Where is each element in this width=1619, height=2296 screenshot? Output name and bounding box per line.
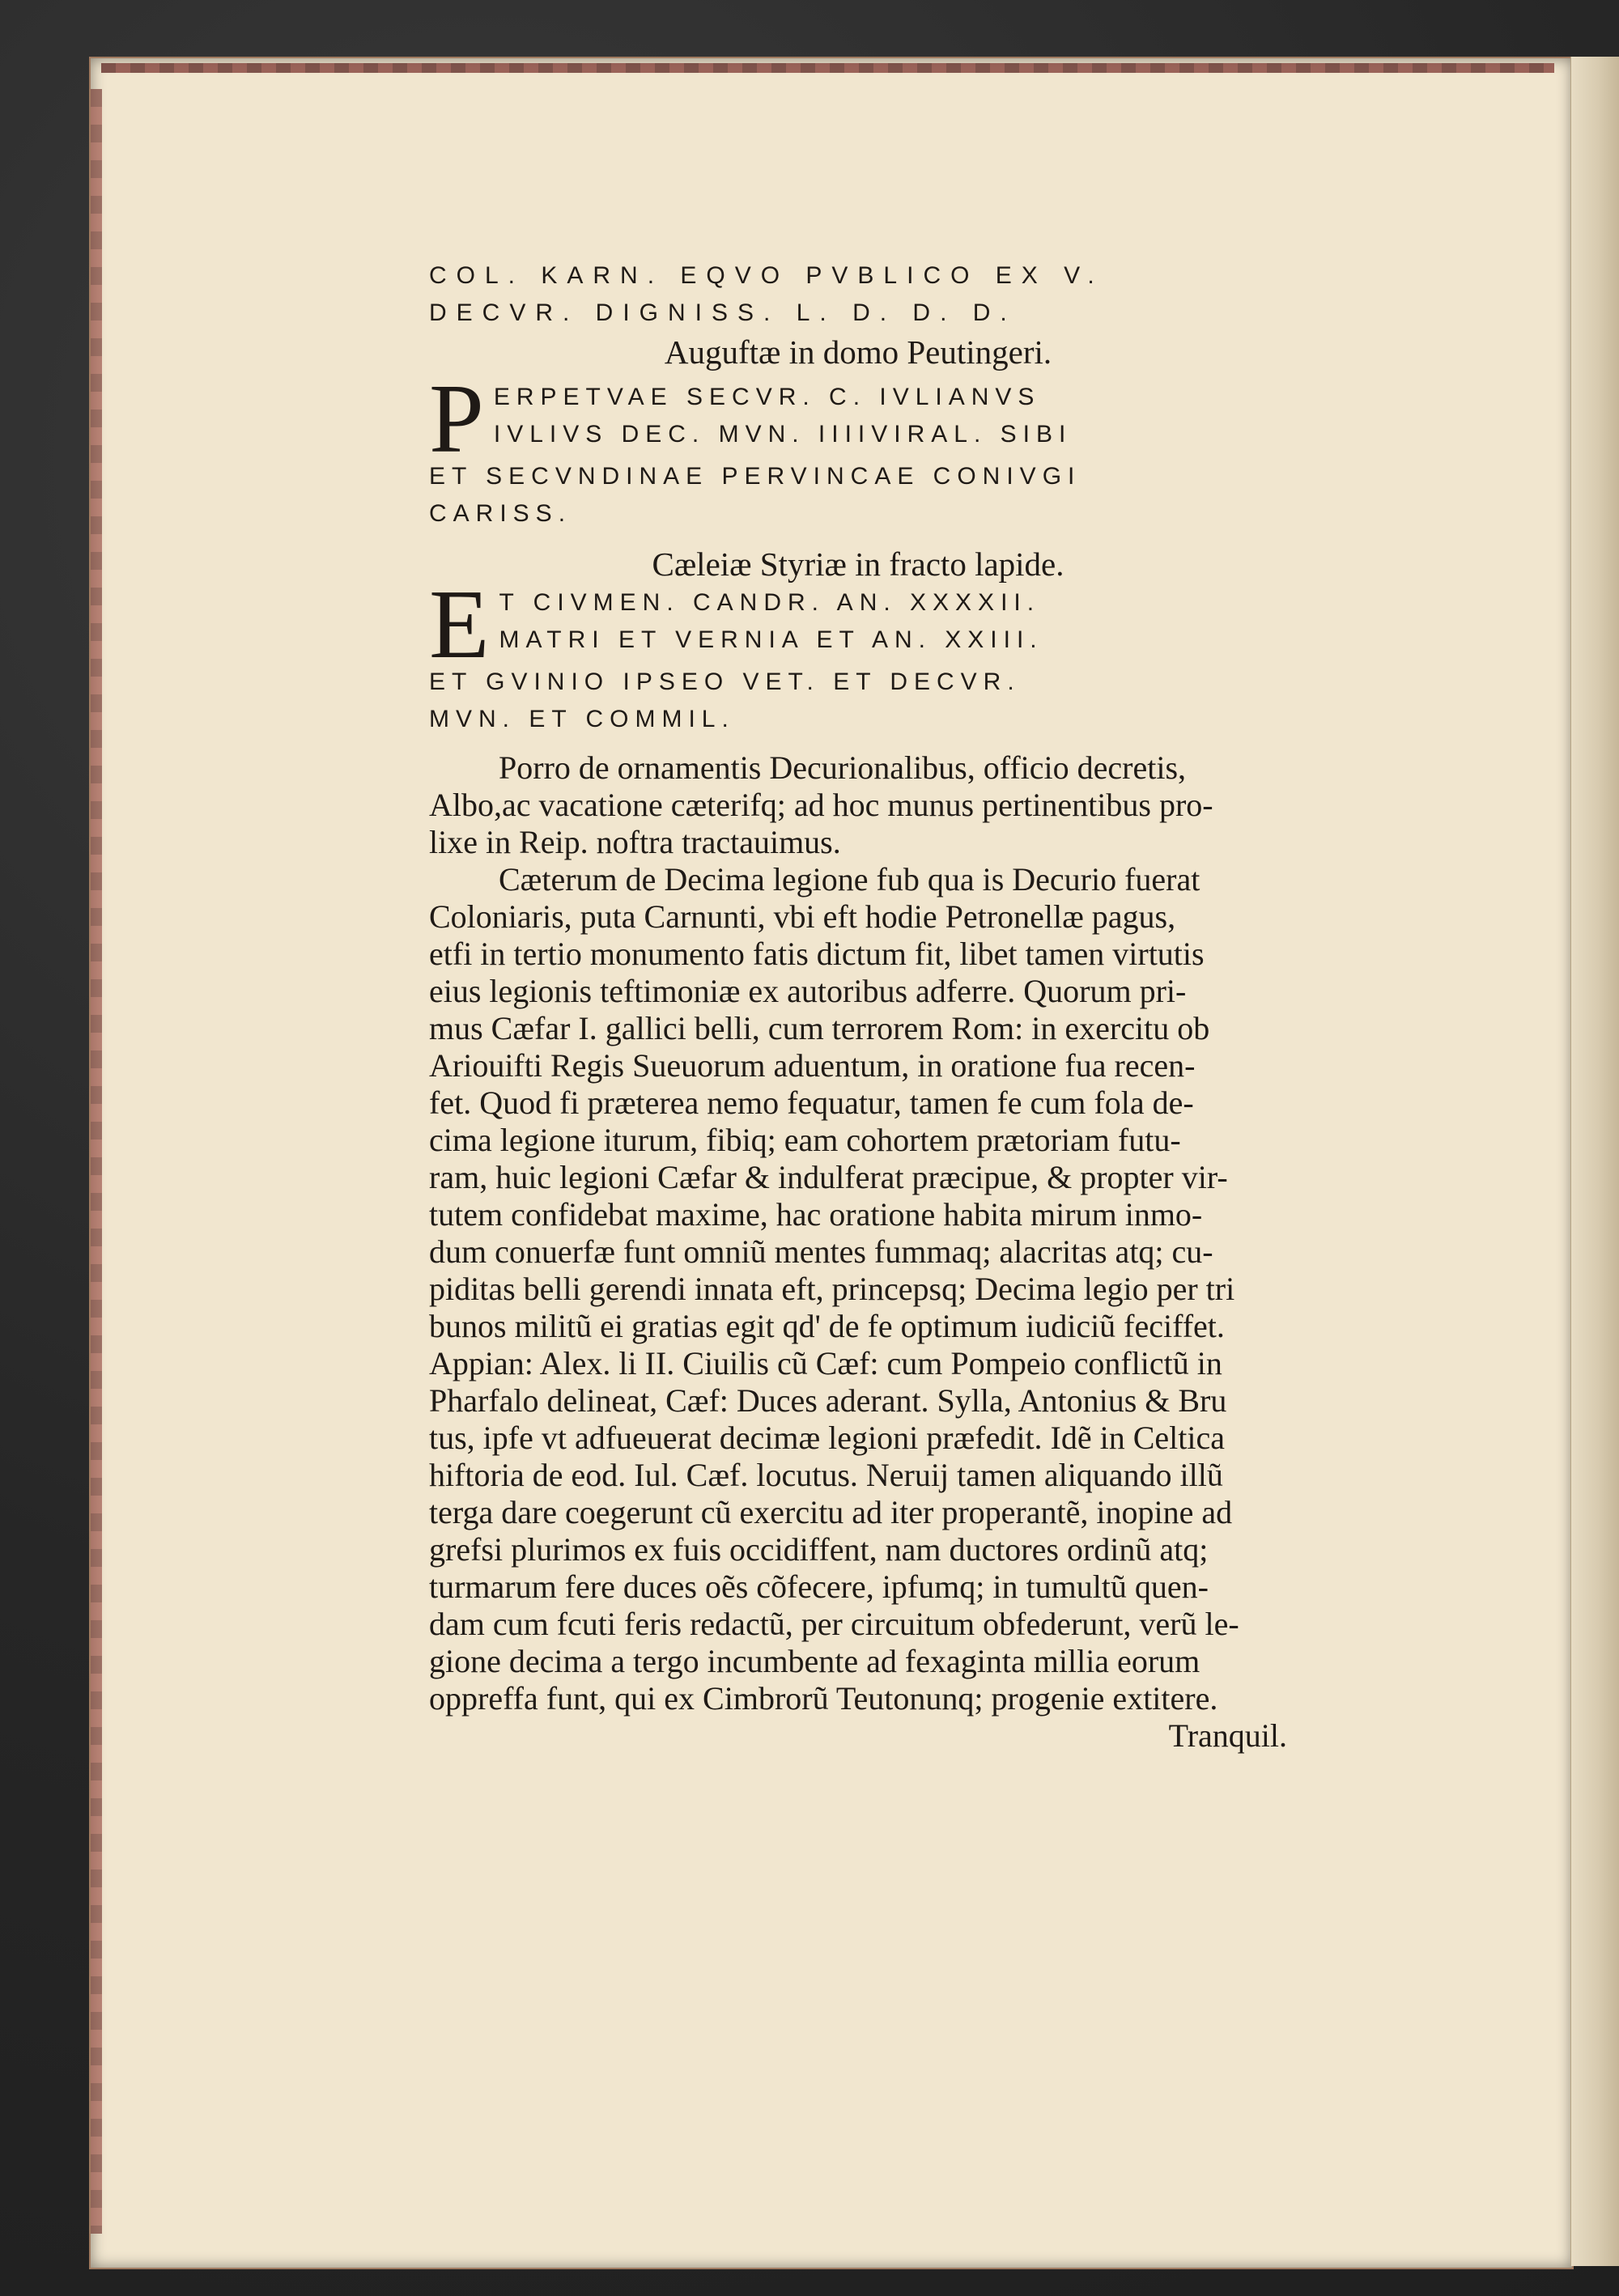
inscription-3-dropcap-row — [429, 570, 1287, 679]
paragraph-2-line-13: bunos militũ ei gratias egit qd' de fe optimum iudiciũ feciffet. — [429, 1308, 1225, 1344]
paragraph-2-line-3: etfi in tertio monumento fatis dictum fit, libet tamen virtutis — [429, 936, 1205, 972]
paragraph-2-line-23: oppreffa funt, qui ex Cimbrorũ Teutonunq; progenie extitere. — [429, 1680, 1218, 1717]
catchword: Tranquil. — [1168, 1717, 1287, 1754]
inscription-1-location: Auguftæ in domo Peutingeri. — [664, 333, 1052, 371]
paragraph-2-line-21: dam cum fcuti feris redactũ, per circuitum obfederunt, verũ le- — [429, 1606, 1239, 1642]
paragraph-2-line-22: gione decima a tergo incumbente ad fexaginta millia eorum — [429, 1643, 1200, 1679]
paragraph-2-line-17: hiftoria de eod. Iul. Cæf. locutus. Neruij tamen aliquando illũ — [429, 1457, 1223, 1493]
paragraph-2-line-16: tus, ipfe vt adfueuerat decimæ legioni præfedit. Idẽ in Celtica — [429, 1420, 1226, 1456]
paragraph-2-line-1: Cæterum de Decima legione fub qua is Decurio fuerat — [499, 861, 1200, 898]
inscription-3-line-3: ET GVINIO IPSEO VET. ET DECVR. — [429, 668, 1021, 695]
paragraph-2-line-10: tutem confidebat maxime, hac oratione habita mirum inmo- — [429, 1196, 1203, 1233]
inscription-2-line-2: IVLIVS DEC. MVN. IIIIVIRAL. SIBI — [493, 421, 1073, 448]
paragraph-2-line-4: eius legionis teftimoniæ ex autoribus adferre. Quorum pri- — [429, 973, 1187, 1009]
prose-body — [429, 749, 1287, 1755]
dropcap-p: P — [429, 364, 484, 473]
inscription-1-line-2: DECVR. DIGNISS. L. D. D. D. — [429, 299, 1017, 326]
paragraph-2-line-2: Coloniaris, puta Carnunti, vbi eft hodie Petronellæ pagus, — [429, 898, 1176, 935]
paragraph-2-line-15: Pharfalo delineat, Cæf: Duces aderant. Sylla, Antonius & Bru — [429, 1382, 1227, 1419]
paragraph-2-line-6: Ariouifti Regis Sueuorum aduentum, in oratione fua recen- — [429, 1047, 1196, 1084]
paragraph-2-line-12: piditas belli gerendi innata eft, princepsq; Decima legio per tri — [429, 1271, 1235, 1307]
inscription-2-line-1: ERPETVAE SECVR. C. IVLIANVS — [493, 384, 1041, 410]
paragraph-2-line-14: Appian: Alex. li II. Ciuilis cũ Cæf: cum Pompeio conflictũ in — [429, 1345, 1222, 1381]
inscription-2-first-lines — [494, 379, 1072, 453]
paragraph-1-line-2: Albo,ac vacatione cæterifq; ad hoc munus pertinentibus pro- — [429, 787, 1213, 823]
inscription-1-line-1: COL. KARN. EQVO PVBLICO EX V. — [429, 262, 1104, 289]
inscription-3-location: Cæleiæ Styriæ in fracto lapide. — [652, 545, 1064, 583]
facing-page-edge — [1570, 57, 1619, 2266]
inscription-2 — [429, 364, 1287, 473]
paragraph-2-line-11: dum conuerfæ funt omniũ mentes fummaq; alacritas atq; cu- — [429, 1233, 1213, 1270]
inscription-3-first-lines — [499, 584, 1043, 659]
inscription-1 — [429, 257, 1287, 372]
inscription-3-line-4: MVN. ET COMMIL. — [429, 706, 735, 732]
inscription-3 — [429, 544, 1287, 738]
paragraph-2-line-19: grefsi plurimos ex fuis occidiffent, nam ductores ordinũ atq; — [429, 1531, 1209, 1568]
page-left-edge — [91, 89, 102, 2234]
paragraph-2-line-8: cima legione iturum, fibiq; eam cohortem prætoriam futu- — [429, 1122, 1181, 1158]
inscription-3-line-1: T CIVMEN. CANDR. AN. XXXXII. — [499, 589, 1041, 616]
paragraph-2-line-18: terga dare coegerunt cũ exercitu ad iter properantẽ, inopine ad — [429, 1494, 1233, 1530]
inscription-2-line-4: CARISS. — [429, 500, 572, 527]
dropcap-e: E — [429, 570, 490, 679]
paragraph-2-line-20: turmarum fere duces oẽs cõfecere, ipfumq; in tumultũ quen- — [429, 1568, 1209, 1605]
paragraph-1-line-3: lixe in Reip. noftra tractauimus. — [429, 824, 841, 860]
page-text — [429, 243, 1287, 1755]
paragraph-1 — [429, 749, 1287, 861]
paragraph-2 — [429, 861, 1287, 1717]
paragraph-2-line-5: mus Cæfar I. gallici belli, cum terrorem Rom: in exercitu ob — [429, 1010, 1210, 1046]
paragraph-1-line-1: Porro de ornamentis Decurionalibus, officio decretis, — [499, 749, 1187, 786]
paragraph-2-line-9: ram, huic legioni Cæfar & indulferat præcipue, & propter vir- — [429, 1159, 1228, 1195]
inscription-2-line-3: ET SECVNDINAE PERVINCAE CONIVGI — [429, 463, 1081, 490]
paragraph-2-line-7: fet. Quod fi præterea nemo fequatur, tamen fe cum fola de- — [429, 1084, 1194, 1121]
inscription-3-line-2: MATRI ET VERNIA ET AN. XXIII. — [499, 626, 1043, 653]
page-top-edge — [101, 63, 1554, 73]
